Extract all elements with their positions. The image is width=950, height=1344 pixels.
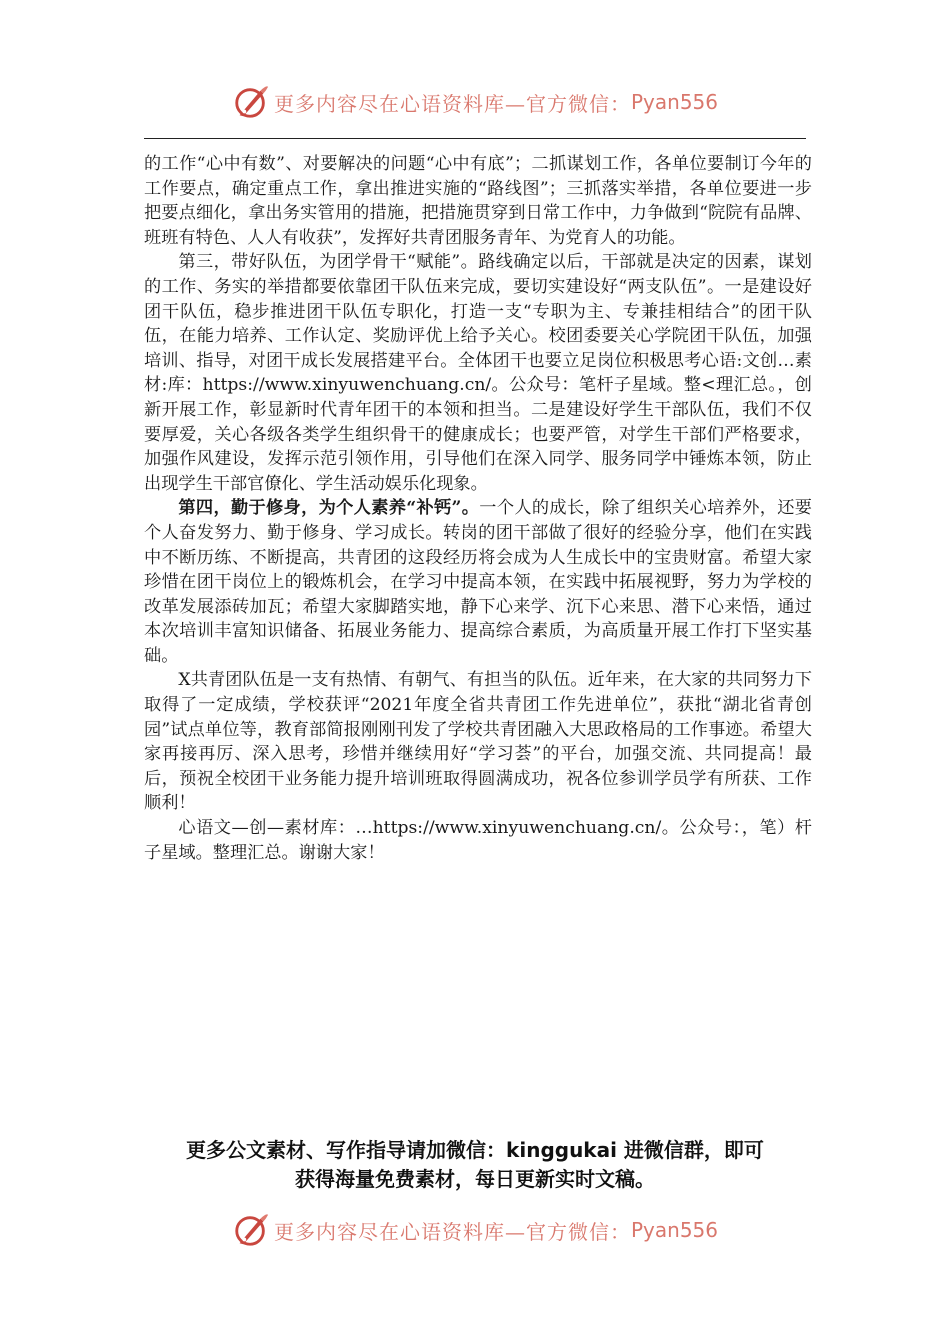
paragraph-5: 心语文—创—素材库：…https://www.xinyuwenchuang.cn/。公众号：，笔）杆子星域。整理汇总。谢谢大家！ [144, 818, 812, 863]
paragraph-2: 第三，带好队伍，为团学骨干“赋能”。路线确定以后，干部就是决定的因素，谋划的工作、务实的举措都要依靠团干队伍来完成，要切实建设好“两支队伍”。一是建设好团干队伍，稳步推进团干队伍专职化，打造一支“专职为主、专兼挂相结合”的团干队伍，在能力培养、工作认定、奖励评优上给予关心。校团委要关心学院团干队伍，加强培训、指导，对团干成长发展搭建平台。全体团干也要立足岗位积极思考心语:文创…素材:库：https://www.xinyuwenchuang.cn/。公众号：笔杆子星域。整<理汇总。，创新开展工作，彰显新时代青年团干的本领和担当。二是建设好学生干部队伍，我们不仅要厚爱，关心各级各类学生组织骨干的健康成长；也要严管，对学生干部们严格要求，加强作风建设，发挥示范引领作用，引导他们在深入同学、服务同学中锤炼本领，防止出现学生干部官僚化、学生活动娱乐化现象。 [144, 252, 812, 494]
document-body [144, 152, 812, 865]
banner-text: 更多内容尽在心语资料库—官方微信： [273, 1219, 631, 1244]
paragraph-heading: 第四，勤于修身，为个人素养“补钙”。 [178, 498, 480, 519]
banner-wechat-handle: Pyan556 [630, 1218, 718, 1242]
paragraph-3: 第四，勤于修身，为个人素养“补钙”。一个人的成长，除了组织关心培养外，还要个人奋发努力、勤于修身、学习成长。转岗的团干部做了很好的经验分享，他们在实践中不断历练、不断提高，共青团的这段经历将会成为人生成长中的宝贵财富。希望大家珍惜在团干岗位上的锻炼机会，在学习中提高本领，在实践中拓展视野，努力为学校的改革发展添砖加瓦；希望大家脚踏实地，静下心来学、沉下心来思、潜下心来悟，通过本次培训丰富知识储备、拓展业务能力、提高综合素质，为高质量开展工作打下坚实基础。 [144, 498, 812, 666]
header-divider [144, 138, 806, 139]
paragraph-4: X共青团队伍是一支有热情、有朝气、有担当的队伍。近年来，在大家的共同努力下取得了一定成绩，学校获评“2021年度全省共青团工作先进单位”，获批“湖北省青创园”试点单位等，教育部简报刚刚刊发了学校共青团融入大思政格局的工作事迹。希望大家再接再厉、深入思考，珍惜并继续用好“学习荟”的平台，加强交流、共同提高！最后，预祝全校团干业务能力提升培训班取得圆满成功，祝各位参训学员学有所获、工作顺利！ [144, 670, 812, 814]
promo-notice [144, 1136, 806, 1194]
quill-logo-icon [232, 83, 270, 121]
header-banner [0, 80, 950, 124]
banner-wechat-handle: Pyan556 [630, 90, 718, 114]
footer-banner [0, 1208, 950, 1252]
paragraph-1: 的工作“心中有数”、对要解决的问题“心中有底”；二抓谋划工作，各单位要制订今年的工作要点，确定重点工作，拿出推进实施的“路线图”；三抓落实举措，各单位要进一步把要点细化，拿出务实管用的措施，把措施贯穿到日常工作中，力争做到“院院有品牌、班班有特色、人人有收获”，发挥好共青团服务青年、为党育人的功能。 [144, 154, 812, 248]
promo-line-1: 更多公文素材、写作指导请加微信：kinggukai 进微信群，即可 [186, 1138, 764, 1162]
promo-line-2: 获得海量免费素材，每日更新实时文稿。 [295, 1167, 655, 1191]
banner-text: 更多内容尽在心语资料库—官方微信： [273, 91, 631, 116]
quill-logo-icon [232, 1211, 270, 1249]
